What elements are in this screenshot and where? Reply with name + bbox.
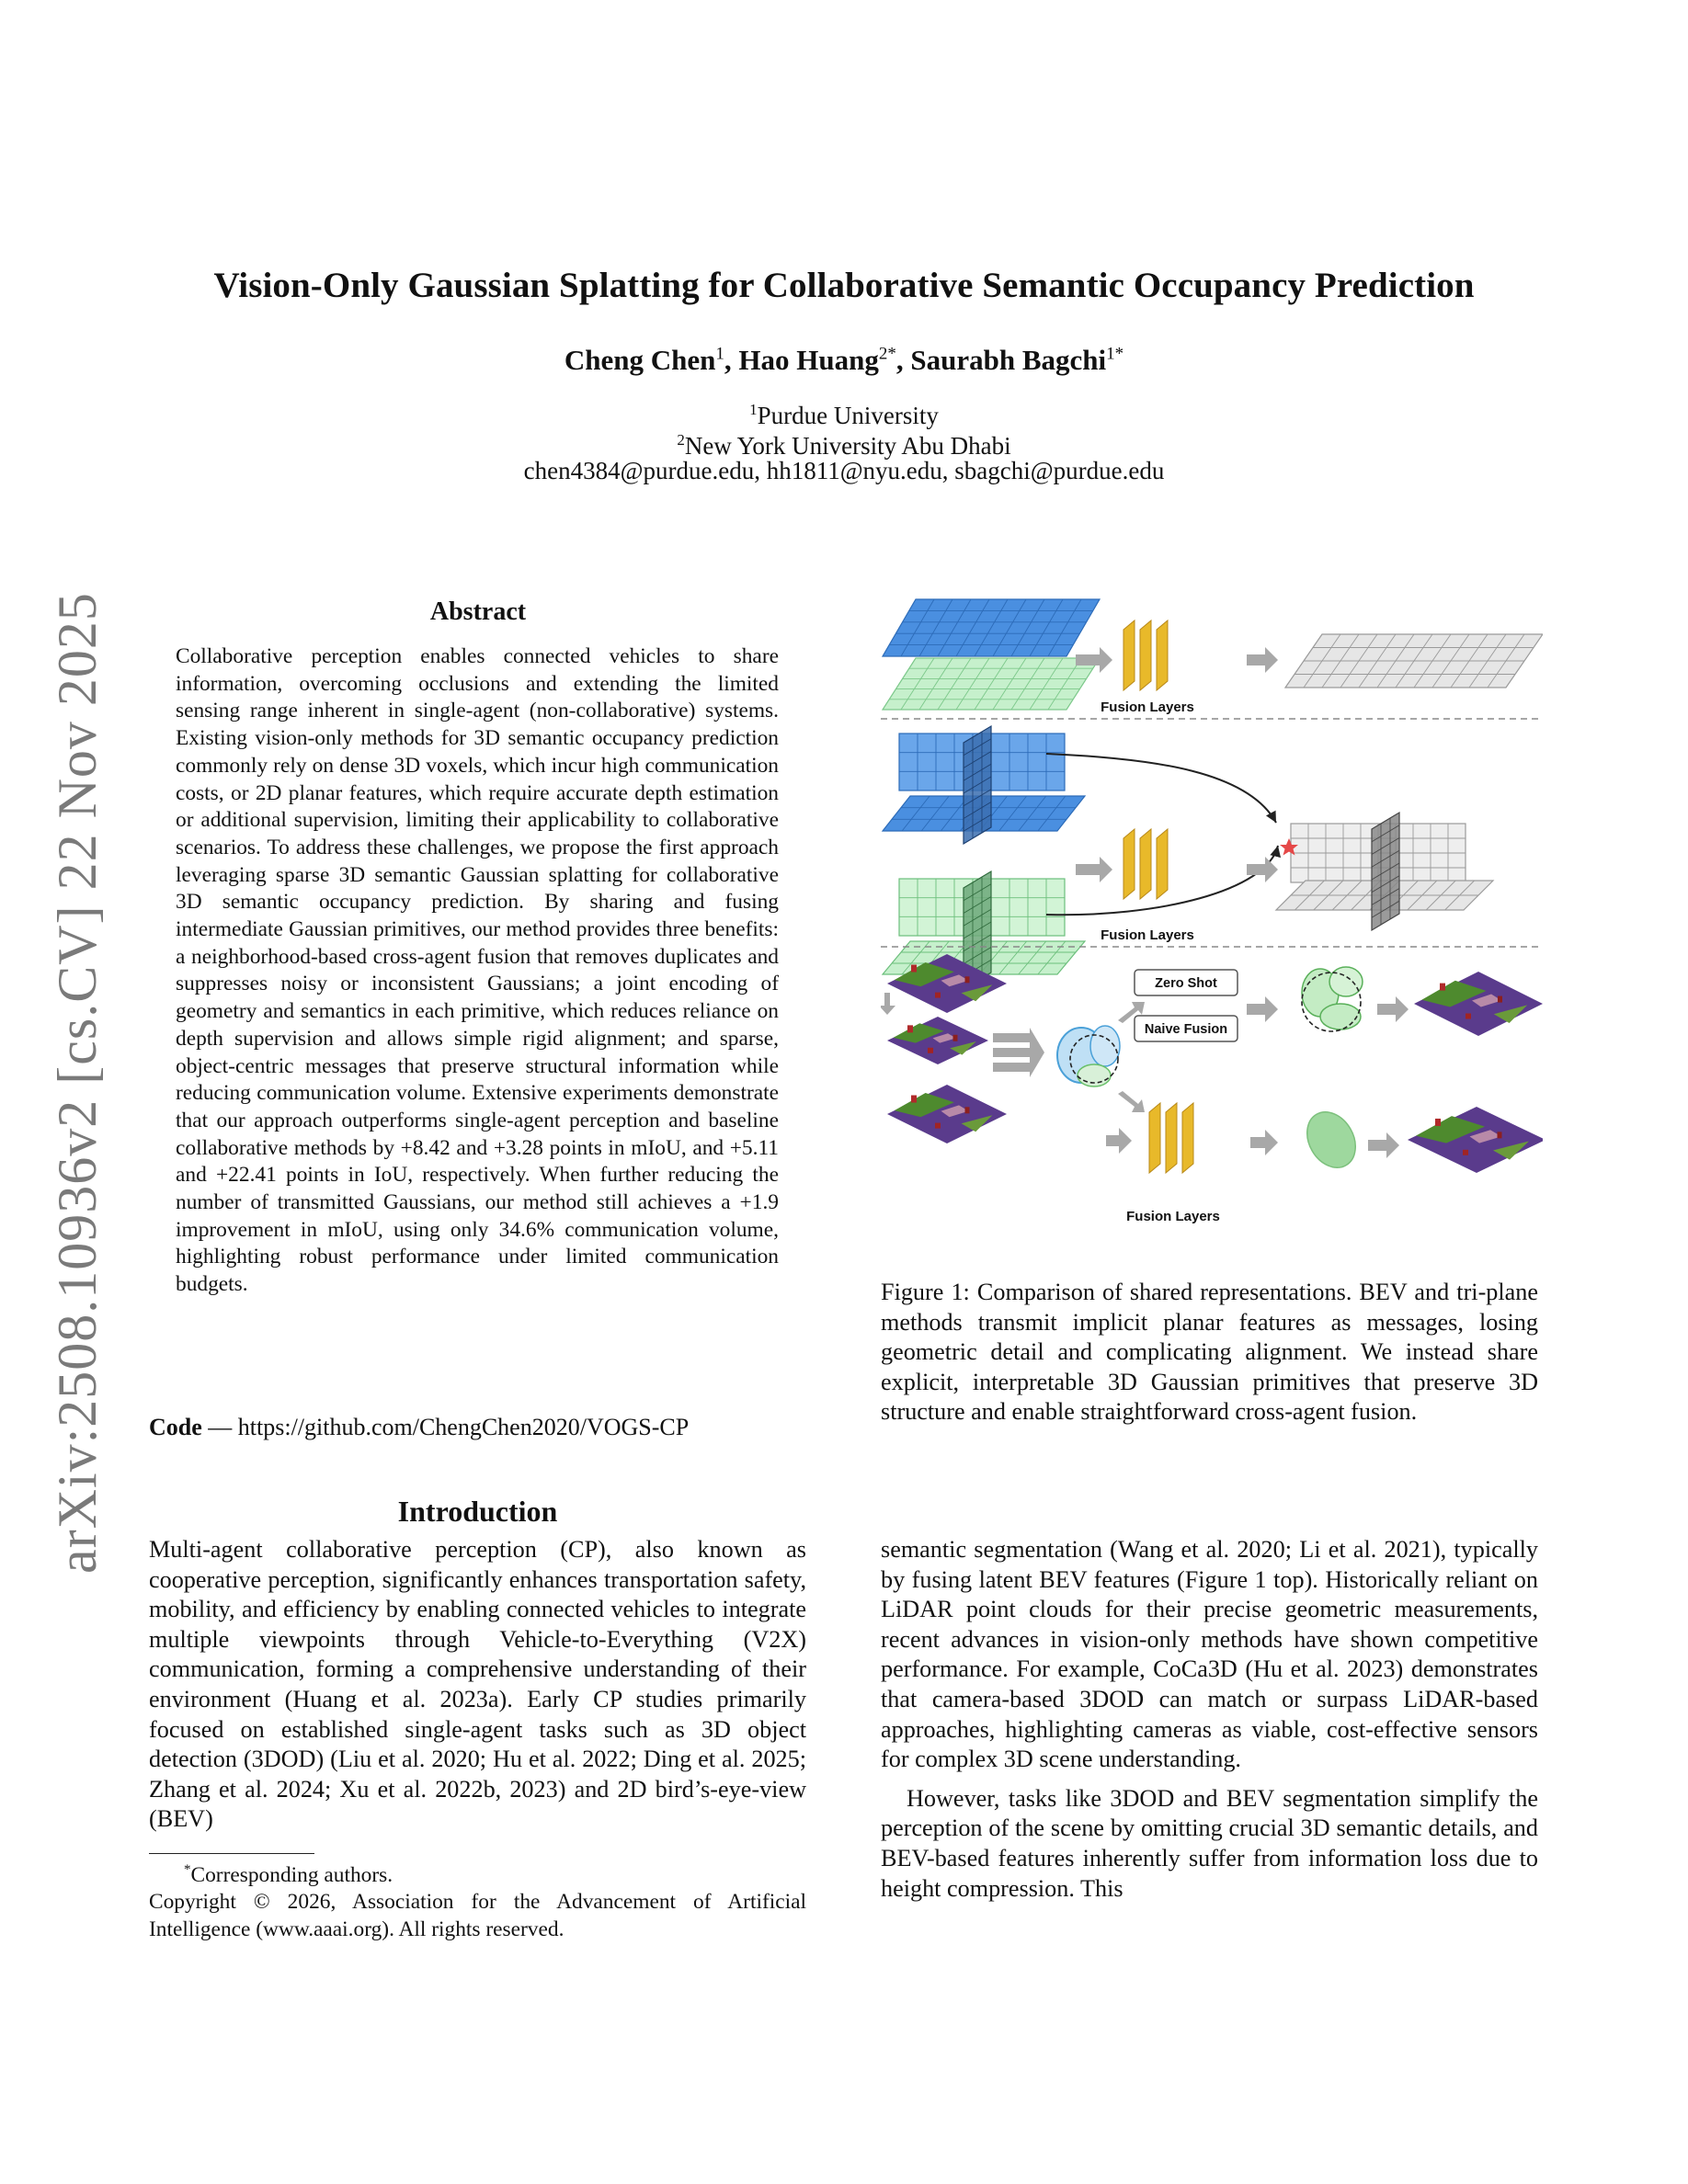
introduction-paragraph: However, tasks like 3DOD and BEV segmentation simplify the perception of the scene by omitting crucial 3D semantic details, and BEV-based features inherently suffer from information loss due to height compression. This bbox=[881, 1784, 1538, 1902]
terrain-scene-zero-shot bbox=[1414, 972, 1543, 1036]
gaussian-cluster-green bbox=[1302, 967, 1363, 1031]
affiliation-mark: 1 bbox=[749, 401, 758, 418]
arrow-right bbox=[1368, 1132, 1399, 1158]
naive-fusion-label: Naive Fusion bbox=[1144, 1022, 1228, 1037]
gaussian-cluster-blue bbox=[1057, 1026, 1120, 1086]
abstract-heading: Abstract bbox=[429, 597, 527, 626]
introduction-paragraph: semantic segmentation (Wang et al. 2020; Li et al. 2021), typically by fusing latent BEV features (Figure 1 top). Historically reliant on LiDAR point clouds for their precise geometric measurements, recent advances in vision-only methods have shown competitive performance. For example, CoCa3D (Hu et al. 2023) demonstrates that camera-based 3DOD can match or surpass LiDAR-based approaches, highlighting cameras as viable, cost-effective sensors for complex 3D scene understanding. bbox=[881, 1536, 1538, 1773]
paper-title: Vision-Only Gaussian Splatting for Collaborative Semantic Occupancy Prediction bbox=[213, 266, 1475, 305]
triplane-curve-top bbox=[1046, 754, 1276, 823]
code-line bbox=[149, 1414, 793, 1441]
figure-caption: Figure 1: Comparison of shared representations. BEV and tri-plane methods transmit implicit planar features as messages, losing geometric detail and complicating alignment. We instead share explicit, interpretable 3D Gaussian primitives that preserve 3D structure and enable straightforward cross-agent fusion. bbox=[881, 1279, 1538, 1426]
fusion-arrow-in bbox=[1076, 857, 1112, 882]
triplane-fused bbox=[1276, 813, 1493, 930]
bev-green-plane bbox=[883, 658, 1100, 710]
stack-arrow-icon bbox=[993, 1028, 1044, 1077]
author-mark: 1 bbox=[715, 344, 724, 364]
fusion-layers-block bbox=[1123, 620, 1168, 690]
code-dash: — bbox=[201, 1414, 238, 1440]
arrow-right bbox=[1106, 1128, 1132, 1154]
down-arrow-icon bbox=[881, 993, 895, 1015]
introduction-right-column bbox=[881, 1535, 1538, 1904]
author-mark: 2* bbox=[878, 344, 896, 364]
fusion-arrow-out bbox=[1247, 647, 1278, 673]
author-name: Cheng Chen bbox=[564, 344, 716, 376]
terrain-scene-bottom bbox=[887, 1085, 1007, 1143]
fusion-layers-label: Fusion Layers bbox=[1126, 1209, 1220, 1224]
author-separator: , bbox=[895, 344, 911, 376]
bev-blue-plane bbox=[883, 599, 1100, 656]
author-list bbox=[0, 344, 1688, 377]
abstract-text: Collaborative perception enables connected vehicles to share information, overcoming occlusions and extending the limited sensing range inherent in single-agent (non-collaborative) systems. Existing vision-only methods for 3D semantic occupancy prediction commonly rely on dense 3D voxels, which incur high communication costs, or 2D planar features, which require accurate depth estimation or additional supervision, limiting their applicability to collaborative scenarios. To address these challenges, we propose the first approach leveraging sparse 3D semantic Gaussian splatting for collaborative 3D semantic occupancy prediction. By sharing and fusing intermediate Gaussian primitives, our method provides three benefits: a neighborhood-based cross-agent fusion that removes duplicates and suppresses noisy or inconsistent Gaussians; a joint encoding of geometry and semantics in each primitive, which reduces reliance on depth supervision and allows simple rigid alignment; and sparse, object-centric messages that preserve structural information while reducing communication volume. Extensive experiments demonstrate that our approach outperforms single-agent perception and baseline collaborative methods by +8.42 and +3.28 points in mIoU, and +5.11 and +22.41 points in IoU, respectively. When further reducing the number of transmitted Gaussians, our method still achieves a +1.9 improvement in mIoU, using only 34.6% communication volume, highlighting robust performance under limited communication budgets. bbox=[176, 644, 779, 1297]
author-name: Saurabh Bagchi bbox=[910, 344, 1107, 376]
fusion-layers-block bbox=[1123, 829, 1168, 899]
author-emails: chen4384@purdue.edu, hh1811@nyu.edu, sbagchi@purdue.edu bbox=[523, 457, 1165, 484]
zero-shot-box bbox=[1135, 970, 1237, 995]
triplane-blue bbox=[883, 726, 1085, 844]
footnote-corresponding-text: Corresponding authors. bbox=[190, 1862, 393, 1887]
arrow-right bbox=[1250, 1130, 1278, 1155]
naive-fusion-box bbox=[1135, 1016, 1237, 1041]
terrain-scene-fused bbox=[1408, 1107, 1543, 1173]
fusion-arrow-out bbox=[1247, 857, 1278, 882]
figure-1 bbox=[881, 588, 1543, 1250]
arrow-right bbox=[1377, 996, 1409, 1022]
footnote-copyright: Copyright © 2026, Association for the Advancement of Artificial Intelligence (www.aaai.org). All rights reserved. bbox=[149, 1890, 806, 1941]
terrain-scene-mid bbox=[887, 1017, 988, 1064]
footnote-rule bbox=[149, 1853, 314, 1854]
zero-shot-label: Zero Shot bbox=[1155, 976, 1217, 991]
footnote bbox=[149, 1857, 806, 1943]
code-label: Code bbox=[149, 1414, 202, 1440]
bev-fused-plane bbox=[1285, 634, 1543, 688]
arxiv-stamp: arXiv:2508.10936v2 [cs.CV] 22 Nov 2025 bbox=[47, 592, 108, 1574]
affiliation-name: Purdue University bbox=[757, 402, 939, 429]
arrow-right bbox=[1247, 996, 1278, 1022]
affiliation-mark: 2 bbox=[677, 431, 685, 449]
introduction-heading: Introduction bbox=[397, 1495, 558, 1528]
author-separator: , bbox=[724, 344, 739, 376]
author-name: Hao Huang bbox=[738, 344, 879, 376]
fusion-layers-label: Fusion Layers bbox=[1101, 700, 1194, 715]
fused-gaussian bbox=[1297, 1103, 1365, 1176]
author-mark: 1* bbox=[1106, 344, 1124, 364]
code-link[interactable]: https://github.com/ChengChen2020/VOGS-CP bbox=[237, 1414, 690, 1440]
footnote-mark: * bbox=[184, 1862, 191, 1877]
introduction-left-text: Multi-agent collaborative perception (CP), also known as cooperative perception, significantly enhances transportation safety, mobility, and efficiency by enabling connected vehicles to integrate multiple viewpoints through Vehicle-to-Everything (V2X) communication, forming a comprehensive understanding of their environment (Huang et al. 2023a). Early CP studies primarily focused on established single-agent tasks such as 3D object detection (3DOD) (Liu et al. 2020; Hu et al. 2022; Ding et al. 2025; Zhang et al. 2024; Xu et al. 2022b, 2023) and 2D bird’s-eye-view (BEV) bbox=[149, 1536, 806, 1833]
fusion-layers-block bbox=[1149, 1103, 1193, 1173]
affiliation-name: New York University Abu Dhabi bbox=[684, 432, 1011, 460]
arrow-down-right bbox=[1118, 1091, 1145, 1112]
footnote-corresponding bbox=[149, 1857, 806, 1889]
fusion-layers-label: Fusion Layers bbox=[1101, 927, 1194, 943]
